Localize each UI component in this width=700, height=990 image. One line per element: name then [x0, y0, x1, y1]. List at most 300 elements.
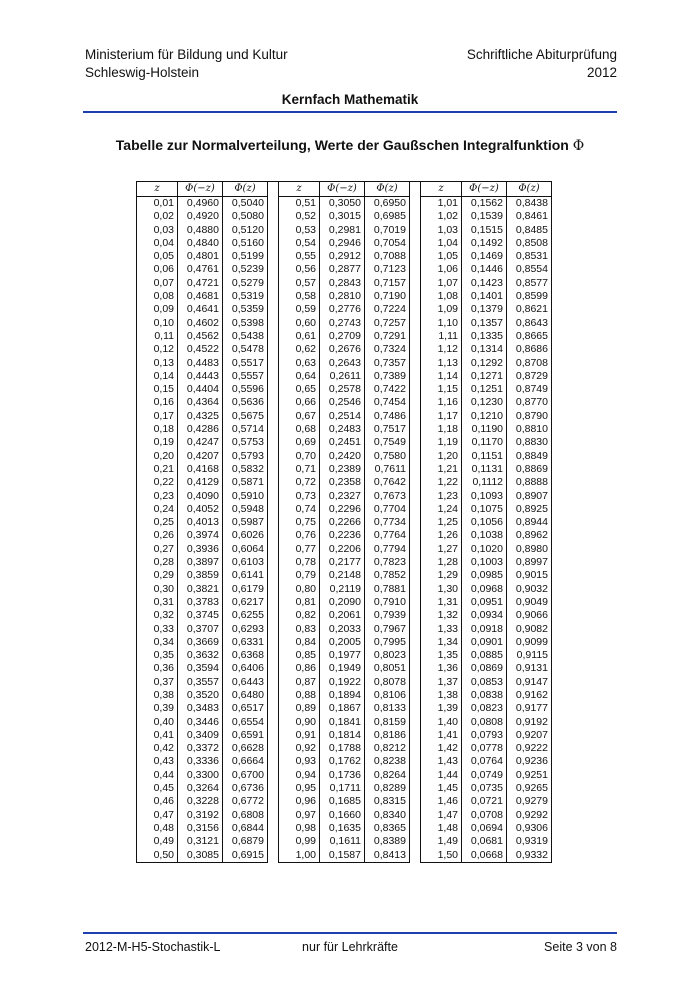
z-value-cell: 1,43 [421, 755, 462, 768]
z-value-cell: 0,65 [279, 383, 320, 396]
phi-value-cell: 0,8461 [507, 210, 552, 223]
z-value-cell: 0,05 [137, 250, 178, 263]
phi-value-cell: 0,4522 [178, 343, 223, 356]
column-gap [268, 250, 279, 263]
z-value-cell: 0,21 [137, 463, 178, 476]
z-value-cell: 0,75 [279, 516, 320, 529]
phi-value-cell: 0,3409 [178, 729, 223, 742]
phi-value-cell: 0,3783 [178, 596, 223, 609]
phi-value-cell: 0,6879 [223, 835, 268, 848]
phi-value-cell: 0,2981 [320, 224, 365, 237]
phi-value-cell: 0,3446 [178, 716, 223, 729]
phi-value-cell: 0,3015 [320, 210, 365, 223]
column-gap [410, 423, 421, 436]
phi-value-cell: 0,8438 [507, 197, 552, 211]
z-value-cell: 0,14 [137, 370, 178, 383]
column-gap [268, 436, 279, 449]
z-value-cell: 1,48 [421, 822, 462, 835]
column-gap [268, 423, 279, 436]
z-value-cell: 0,55 [279, 250, 320, 263]
phi-value-cell: 0,5948 [223, 503, 268, 516]
column-gap [410, 769, 421, 782]
phi-value-cell: 0,1977 [320, 649, 365, 662]
z-value-cell: 0,81 [279, 596, 320, 609]
phi-value-cell: 0,6915 [223, 849, 268, 863]
z-value-cell: 0,48 [137, 822, 178, 835]
column-gap [410, 782, 421, 795]
z-value-cell: 1,29 [421, 569, 462, 582]
table-row [137, 769, 552, 782]
phi-value-cell: 0,0838 [462, 689, 507, 702]
column-gap [410, 277, 421, 290]
z-value-cell: 0,83 [279, 623, 320, 636]
phi-value-cell: 0,2810 [320, 290, 365, 303]
column-gap [410, 529, 421, 542]
phi-value-cell: 0,2877 [320, 263, 365, 276]
phi-value-cell: 0,8925 [507, 503, 552, 516]
z-value-cell: 0,59 [279, 303, 320, 316]
phi-value-cell: 0,1271 [462, 370, 507, 383]
z-value-cell: 0,30 [137, 583, 178, 596]
phi-value-cell: 0,1357 [462, 317, 507, 330]
z-value-cell: 0,88 [279, 689, 320, 702]
column-header: z [421, 182, 462, 197]
phi-value-cell: 0,5120 [223, 224, 268, 237]
footer-rule [83, 932, 617, 934]
phi-value-cell: 0,5675 [223, 410, 268, 423]
z-value-cell: 0,41 [137, 729, 178, 742]
z-value-cell: 0,79 [279, 569, 320, 582]
column-gap [268, 596, 279, 609]
phi-value-cell: 0,1736 [320, 769, 365, 782]
table-row [137, 303, 552, 316]
phi-value-cell: 0,9032 [507, 583, 552, 596]
phi-value-cell: 0,7454 [365, 396, 410, 409]
table-row [137, 835, 552, 848]
table-row [137, 609, 552, 622]
z-value-cell: 1,02 [421, 210, 462, 223]
phi-value-cell: 0,6026 [223, 529, 268, 542]
column-gap [268, 835, 279, 848]
table-row [137, 290, 552, 303]
z-value-cell: 0,94 [279, 769, 320, 782]
z-value-cell: 1,21 [421, 463, 462, 476]
z-value-cell: 0,49 [137, 835, 178, 848]
table-title-text: Tabelle zur Normalverteilung, Werte der Gaußschen Integralfunktion [115, 137, 569, 153]
column-gap [410, 716, 421, 729]
exam-year: 2012 [586, 65, 617, 80]
phi-value-cell: 0,0968 [462, 583, 507, 596]
z-value-cell: 0,47 [137, 809, 178, 822]
z-value-cell: 0,62 [279, 343, 320, 356]
z-value-cell: 1,08 [421, 290, 462, 303]
phi-value-cell: 0,3156 [178, 822, 223, 835]
phi-value-cell: 0,2005 [320, 636, 365, 649]
column-gap [410, 503, 421, 516]
phi-value-cell: 0,8531 [507, 250, 552, 263]
column-gap [410, 330, 421, 343]
column-gap [410, 516, 421, 529]
phi-value-cell: 0,8729 [507, 370, 552, 383]
phi-value-cell: 0,7291 [365, 330, 410, 343]
phi-value-cell: 0,4562 [178, 330, 223, 343]
table-row [137, 569, 552, 582]
phi-value-cell: 0,0853 [462, 676, 507, 689]
z-value-cell: 0,89 [279, 702, 320, 715]
phi-value-cell: 0,2514 [320, 410, 365, 423]
table-row [137, 410, 552, 423]
table-row [137, 237, 552, 250]
phi-value-cell: 0,3821 [178, 583, 223, 596]
z-value-cell: 0,18 [137, 423, 178, 436]
phi-value-cell: 0,4761 [178, 263, 223, 276]
phi-value-cell: 0,8365 [365, 822, 410, 835]
column-gap [410, 755, 421, 768]
z-value-cell: 1,45 [421, 782, 462, 795]
phi-value-cell: 0,1151 [462, 450, 507, 463]
z-value-cell: 0,97 [279, 809, 320, 822]
column-gap [410, 476, 421, 489]
column-gap [410, 396, 421, 409]
phi-value-cell: 0,7794 [365, 543, 410, 556]
z-value-cell: 0,85 [279, 649, 320, 662]
table-row [137, 463, 552, 476]
phi-value-cell: 0,9279 [507, 795, 552, 808]
phi-value-cell: 0,8508 [507, 237, 552, 250]
z-value-cell: 0,43 [137, 755, 178, 768]
phi-value-cell: 0,4960 [178, 197, 223, 211]
table-row [137, 809, 552, 822]
z-value-cell: 0,98 [279, 822, 320, 835]
phi-value-cell: 0,6554 [223, 716, 268, 729]
column-header: Φ(z) [223, 182, 268, 197]
z-value-cell: 0,57 [279, 277, 320, 290]
phi-value-cell: 0,1949 [320, 662, 365, 675]
column-gap [268, 583, 279, 596]
table-row [137, 263, 552, 276]
z-value-cell: 0,67 [279, 410, 320, 423]
z-value-cell: 0,33 [137, 623, 178, 636]
phi-value-cell: 0,7910 [365, 596, 410, 609]
z-value-cell: 0,37 [137, 676, 178, 689]
phi-value-cell: 0,7673 [365, 490, 410, 503]
column-gap [268, 210, 279, 223]
z-value-cell: 0,35 [137, 649, 178, 662]
phi-value-cell: 0,2296 [320, 503, 365, 516]
z-value-cell: 0,40 [137, 716, 178, 729]
column-gap [268, 649, 279, 662]
phi-value-cell: 0,6736 [223, 782, 268, 795]
z-value-cell: 0,17 [137, 410, 178, 423]
phi-value-cell: 0,5040 [223, 197, 268, 211]
z-value-cell: 0,61 [279, 330, 320, 343]
phi-value-cell: 0,1711 [320, 782, 365, 795]
column-gap [268, 290, 279, 303]
column-gap [268, 529, 279, 542]
phi-value-cell: 0,4483 [178, 357, 223, 370]
z-value-cell: 0,86 [279, 662, 320, 675]
phi-value-cell: 0,0721 [462, 795, 507, 808]
z-value-cell: 1,11 [421, 330, 462, 343]
column-gap [410, 822, 421, 835]
phi-value-cell: 0,2843 [320, 277, 365, 290]
z-value-cell: 0,44 [137, 769, 178, 782]
z-value-cell: 0,71 [279, 463, 320, 476]
phi-value-cell: 0,0951 [462, 596, 507, 609]
column-gap [268, 396, 279, 409]
phi-value-cell: 0,0918 [462, 623, 507, 636]
phi-value-cell: 0,8643 [507, 317, 552, 330]
phi-value-cell: 0,3557 [178, 676, 223, 689]
phi-value-cell: 0,7967 [365, 623, 410, 636]
column-gap [410, 370, 421, 383]
phi-value-cell: 0,1539 [462, 210, 507, 223]
phi-value-cell: 0,0869 [462, 662, 507, 675]
z-value-cell: 0,32 [137, 609, 178, 622]
column-header: Φ(−z) [462, 182, 507, 197]
z-value-cell: 1,18 [421, 423, 462, 436]
phi-value-cell: 0,1230 [462, 396, 507, 409]
column-gap [268, 809, 279, 822]
column-gap [410, 317, 421, 330]
z-value-cell: 0,31 [137, 596, 178, 609]
z-value-cell: 0,36 [137, 662, 178, 675]
phi-value-cell: 0,5987 [223, 516, 268, 529]
column-gap [268, 543, 279, 556]
phi-value-cell: 0,4721 [178, 277, 223, 290]
phi-value-cell: 0,8708 [507, 357, 552, 370]
column-gap [268, 490, 279, 503]
phi-value-cell: 0,5199 [223, 250, 268, 263]
phi-value-cell: 0,3632 [178, 649, 223, 662]
table-row [137, 250, 552, 263]
phi-value-cell: 0,2358 [320, 476, 365, 489]
phi-value-cell: 0,8023 [365, 649, 410, 662]
phi-value-cell: 0,1075 [462, 503, 507, 516]
phi-value-cell: 0,5239 [223, 263, 268, 276]
audience-note: nur für Lehrkräfte [302, 940, 398, 954]
phi-value-cell: 0,8051 [365, 662, 410, 675]
phi-value-cell: 0,8810 [507, 423, 552, 436]
phi-value-cell: 0,6331 [223, 636, 268, 649]
z-value-cell: 0,25 [137, 516, 178, 529]
phi-value-cell: 0,7389 [365, 370, 410, 383]
table-row [137, 197, 552, 211]
z-value-cell: 0,15 [137, 383, 178, 396]
phi-value-cell: 0,6217 [223, 596, 268, 609]
column-gap [268, 503, 279, 516]
column-gap [410, 543, 421, 556]
phi-value-cell: 0,2743 [320, 317, 365, 330]
column-gap [410, 569, 421, 582]
table-row [137, 343, 552, 356]
z-value-cell: 0,34 [137, 636, 178, 649]
z-value-cell: 0,27 [137, 543, 178, 556]
phi-value-cell: 0,3121 [178, 835, 223, 848]
phi-value-cell: 0,9265 [507, 782, 552, 795]
z-value-cell: 0,73 [279, 490, 320, 503]
phi-value-cell: 0,1292 [462, 357, 507, 370]
phi-value-cell: 0,3669 [178, 636, 223, 649]
phi-value-cell: 0,1379 [462, 303, 507, 316]
phi-value-cell: 0,6808 [223, 809, 268, 822]
z-value-cell: 0,01 [137, 197, 178, 211]
phi-value-cell: 0,6179 [223, 583, 268, 596]
column-gap [268, 476, 279, 489]
column-gap [410, 689, 421, 702]
phi-value-cell: 0,9115 [507, 649, 552, 662]
column-gap [410, 410, 421, 423]
table-row [137, 583, 552, 596]
table-row [137, 676, 552, 689]
column-gap [410, 303, 421, 316]
phi-value-cell: 0,2611 [320, 370, 365, 383]
column-gap [268, 343, 279, 356]
column-header: Φ(z) [507, 182, 552, 197]
phi-value-cell: 0,9332 [507, 849, 552, 863]
table-row [137, 357, 552, 370]
phi-value-cell: 0,8665 [507, 330, 552, 343]
column-gap [268, 303, 279, 316]
column-gap [268, 569, 279, 582]
phi-value-cell: 0,2327 [320, 490, 365, 503]
z-value-cell: 0,93 [279, 755, 320, 768]
column-gap [410, 623, 421, 636]
column-header: z [137, 182, 178, 197]
phi-value-cell: 0,6985 [365, 210, 410, 223]
phi-value-cell: 0,2090 [320, 596, 365, 609]
column-gap [268, 224, 279, 237]
phi-value-cell: 0,5080 [223, 210, 268, 223]
column-gap [410, 583, 421, 596]
z-value-cell: 0,04 [137, 237, 178, 250]
phi-value-cell: 0,7852 [365, 569, 410, 582]
z-value-cell: 1,10 [421, 317, 462, 330]
phi-value-cell: 0,4207 [178, 450, 223, 463]
phi-value-cell: 0,6480 [223, 689, 268, 702]
phi-value-cell: 0,9207 [507, 729, 552, 742]
phi-value-cell: 0,5517 [223, 357, 268, 370]
z-value-cell: 1,38 [421, 689, 462, 702]
column-gap [268, 676, 279, 689]
column-gap [410, 662, 421, 675]
phi-value-cell: 0,7088 [365, 250, 410, 263]
phi-value-cell: 0,1210 [462, 410, 507, 423]
z-value-cell: 1,23 [421, 490, 462, 503]
table-row [137, 822, 552, 835]
table-row [137, 636, 552, 649]
phi-value-cell: 0,2389 [320, 463, 365, 476]
z-value-cell: 0,51 [279, 197, 320, 211]
z-value-cell: 1,36 [421, 662, 462, 675]
z-value-cell: 0,66 [279, 396, 320, 409]
phi-value-cell: 0,6443 [223, 676, 268, 689]
phi-value-cell: 0,3192 [178, 809, 223, 822]
ministry-name: Ministerium für Bildung und Kultur [85, 47, 288, 62]
phi-value-cell: 0,8413 [365, 849, 410, 863]
table-body [137, 197, 552, 863]
phi-value-cell: 0,2676 [320, 343, 365, 356]
phi-value-cell: 0,4247 [178, 436, 223, 449]
table-title-symbol: Φ [572, 138, 585, 154]
phi-value-cell: 0,6772 [223, 795, 268, 808]
phi-value-cell: 0,4801 [178, 250, 223, 263]
column-gap [410, 676, 421, 689]
z-value-cell: 0,10 [137, 317, 178, 330]
z-value-cell: 1,15 [421, 383, 462, 396]
phi-value-cell: 0,2266 [320, 516, 365, 529]
phi-value-cell: 0,0901 [462, 636, 507, 649]
column-gap [268, 742, 279, 755]
column-gap [268, 277, 279, 290]
column-gap [410, 224, 421, 237]
z-value-cell: 0,54 [279, 237, 320, 250]
z-value-cell: 0,77 [279, 543, 320, 556]
z-value-cell: 1,17 [421, 410, 462, 423]
phi-value-cell: 0,2776 [320, 303, 365, 316]
phi-value-cell: 0,6406 [223, 662, 268, 675]
phi-value-cell: 0,7019 [365, 224, 410, 237]
z-value-cell: 1,50 [421, 849, 462, 863]
z-value-cell: 0,91 [279, 729, 320, 742]
table-row [137, 224, 552, 237]
subject-title: Kernfach Mathematik [281, 92, 419, 107]
phi-value-cell: 0,6368 [223, 649, 268, 662]
phi-value-cell: 0,5438 [223, 330, 268, 343]
phi-value-cell: 0,1894 [320, 689, 365, 702]
phi-value-cell: 0,7549 [365, 436, 410, 449]
phi-value-cell: 0,1841 [320, 716, 365, 729]
z-value-cell: 0,20 [137, 450, 178, 463]
z-value-cell: 0,60 [279, 317, 320, 330]
z-value-cell: 1,07 [421, 277, 462, 290]
column-gap [268, 197, 279, 211]
z-value-cell: 0,96 [279, 795, 320, 808]
z-value-cell: 0,16 [137, 396, 178, 409]
phi-value-cell: 0,7642 [365, 476, 410, 489]
phi-value-cell: 0,1515 [462, 224, 507, 237]
phi-value-cell: 0,1401 [462, 290, 507, 303]
phi-value-cell: 0,0735 [462, 782, 507, 795]
z-value-cell: 0,19 [137, 436, 178, 449]
phi-value-cell: 0,7764 [365, 529, 410, 542]
z-value-cell: 0,64 [279, 370, 320, 383]
z-value-cell: 1,41 [421, 729, 462, 742]
column-gap [268, 237, 279, 250]
column-gap [268, 822, 279, 835]
column-gap [410, 197, 421, 211]
phi-value-cell: 0,3050 [320, 197, 365, 211]
phi-value-cell: 0,7611 [365, 463, 410, 476]
phi-value-cell: 0,5636 [223, 396, 268, 409]
column-gap [410, 383, 421, 396]
phi-value-cell: 0,7734 [365, 516, 410, 529]
table-title [0, 137, 700, 154]
z-value-cell: 1,40 [421, 716, 462, 729]
phi-value-cell: 0,1093 [462, 490, 507, 503]
phi-value-cell: 0,4681 [178, 290, 223, 303]
z-value-cell: 0,09 [137, 303, 178, 316]
z-value-cell: 1,05 [421, 250, 462, 263]
phi-value-cell: 0,1251 [462, 383, 507, 396]
z-value-cell: 0,76 [279, 529, 320, 542]
z-value-cell: 0,70 [279, 450, 320, 463]
column-gap [410, 702, 421, 715]
phi-value-cell: 0,5714 [223, 423, 268, 436]
z-value-cell: 1,47 [421, 809, 462, 822]
phi-value-cell: 0,0934 [462, 609, 507, 622]
phi-value-cell: 0,2061 [320, 609, 365, 622]
